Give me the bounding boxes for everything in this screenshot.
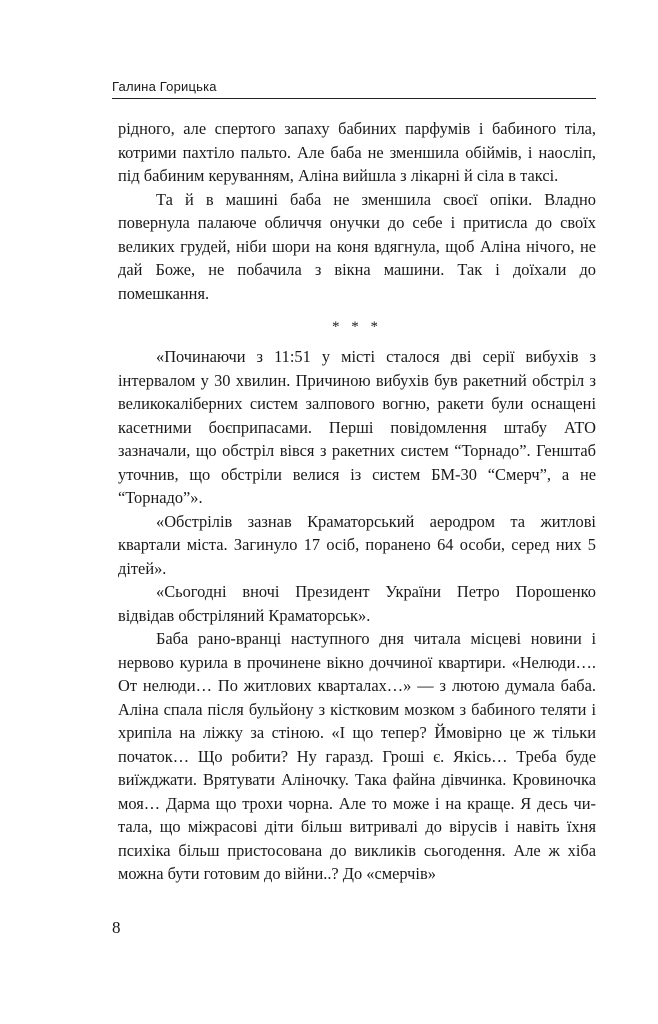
page-number: 8 (112, 918, 121, 937)
paragraph: «Починаючи з 11:51 у місті сталося дві серії вибухів з інтервалом у 30 хвилин. Причиною вибухів був ракетний обстріл з великокаліберних систем залпового вогню, ракети були оснащені касетними боєприпасами. Перші повідомлення штабу АТО зазначали, що обстріл вівся з ракетних систем “Торнадо”. Генштаб уточнив, що обстріли велися із систем БМ-30 “Смерч”, а не “Торнадо”». (118, 347, 596, 507)
paragraph: Та й в машині баба не зменшила своєї опіки. Владно повернула палаюче обличчя онучки до себе і притисла до своїх великих грудей, ніби шори на коня вдягнула, щоб Аліна нічого, не дай Боже, не побачила з вікна машини. Так і доїхали до помешкання. (118, 189, 596, 303)
paragraph: «Обстрілів зазнав Краматорський аеродром та житлові квартали міста. Загинуло 17 осіб, поранено 64 особи, серед них 5 дітей». (118, 511, 596, 578)
paragraph: «Сьогодні вночі Президент України Петро Порошенко відвідав обстріляний Краматорськ». (118, 582, 596, 625)
running-header (112, 76, 596, 99)
page-body (118, 117, 596, 886)
paragraph: Баба рано-вранці наступного дня читала місцеві новини і нервово курила в прочинене вікно доччиної квартири. «Нелюди…. От нелюди… По житлових кварталах…» — з лютою думала баба. Аліна спала після бульйону з кістковим мозком з бабиного теляти і хрипіла на ліжку за стіною. «І що тепер? Ймовірно це ж тільки початок… Що робити? Ну гаразд. Гроші є. Якісь… Треба буде виїжджати. Врятувати Аліночку. Така файна дівчинка. Кровиночка моя… Дарма що трохи чорна. Але то може і на краще. Я десь читала, що міжрасові діти більш витривалі до вірусів і навіть їхня психіка більш пристосована до викликів сьогодення. Але ж хіба можна бути готовим до війни..? До «смерчів» (118, 629, 596, 883)
header-author: Галина Горицька (112, 79, 217, 94)
section-separator: * * * (332, 319, 382, 335)
paragraph: рідного, але спертого запаху бабиних парфумів і бабиного тіла, котрими пахтіло пальто. Але баба не зменшила обіймів, і наосліп, під бабиним керуванням, Аліна вийшла з лікарні й сіла в таксі. (118, 119, 596, 185)
